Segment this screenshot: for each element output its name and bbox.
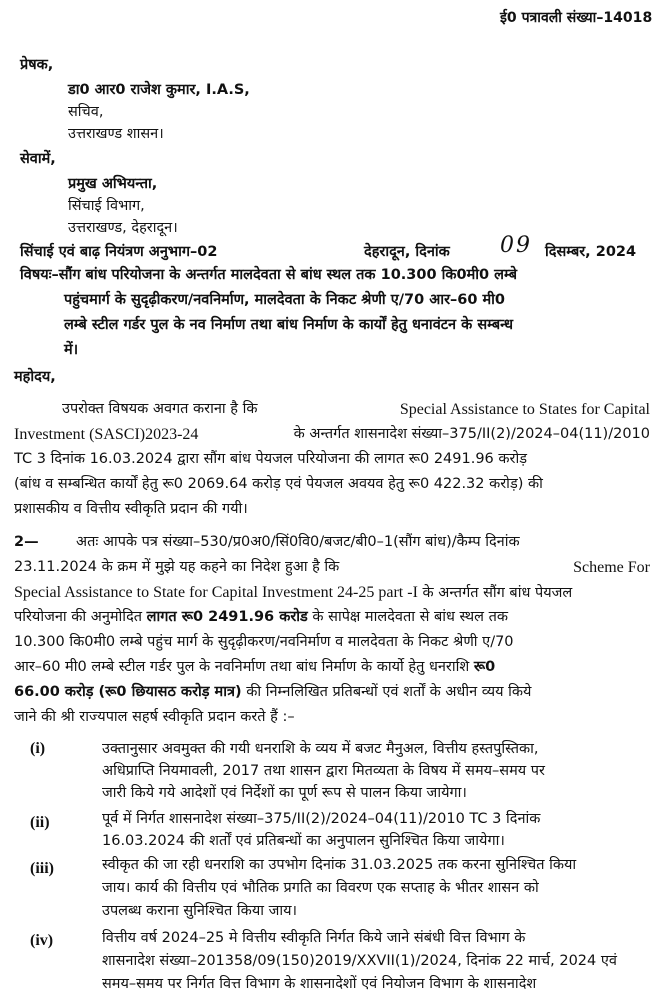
date-day-handwritten: 09 — [500, 233, 532, 258]
subject-line-4: में। — [64, 342, 79, 358]
condition-iv-line-2: शासनादेश संख्या–201358/09(150)2019/XXVII(1)/2024, दिनांक 22 मार्च, 2024 एवं — [102, 953, 617, 969]
recipient-label: सेवामें, — [20, 151, 56, 167]
para1-text-1a: उपरोक्त विषयक अवगत कराना है कि — [62, 401, 258, 417]
para2-line-3 — [14, 583, 572, 603]
para1-text-1b: Special Assistance to States for Capital — [399, 401, 650, 418]
para2-line-1: अतः आपके पत्र संख्या–530/प्र0अ0/सिं0वि0/बजट/बी0–1(सौंग बांध)/कैम्प दिनांक — [76, 534, 520, 550]
sender-office: उत्तराखण्ड शासन। — [68, 126, 164, 142]
para2-text-6b: रू0 — [473, 659, 496, 675]
condition-i-line-2: अधिप्राप्ति नियमावली, 2017 तथा शासन द्वारा मितव्यता के विषय में समय–समय पर — [102, 763, 545, 779]
para2-amount-bold: 66.00 करोड़ (रू0 छियासठ करोड़ मात्र) — [14, 684, 242, 700]
condition-label-i: (i) — [30, 740, 46, 757]
para1-line-5: प्रशासकीय व वित्तीय स्वीकृति प्रदान की गयी। — [14, 501, 248, 517]
para2-text-3b: के अन्तर्गत सौंग बांध पेयजल — [422, 585, 573, 601]
para2-text-4a: परियोजना की अनुमोदित — [14, 609, 143, 625]
condition-i-line-3: जारी किये गये आदेशों एवं निर्देशों का पूर्ण रूप से पालन किया जायेगा। — [102, 785, 467, 801]
date-month-year: दिसम्बर, 2024 — [545, 244, 637, 260]
date-prefix: देहरादून, दिनांक — [364, 244, 450, 260]
recipient-place: उत्तराखण्ड, देहरादून। — [68, 220, 178, 236]
condition-label-iii: (iii) — [30, 860, 54, 877]
subject-line-2: पहुंचमार्ग के सुदृढ़ीकरण/नवनिर्माण, मालदेवता के निकट श्रेणी ए/70 आर–60 मी0 — [64, 292, 506, 308]
condition-i-line-1: उक्तानुसार अवमुक्त की गयी धनराशि के व्यय में बजट मैनुअल, वित्तीय हस्तपुस्तिका, — [102, 741, 539, 757]
para2-text-3a: Special Assistance to State for Capital Investment 24-25 part -I — [14, 584, 418, 601]
para2-text-2b: Scheme For — [573, 559, 650, 576]
para2-line-6 — [14, 658, 495, 677]
para1-text-2a: Investment (SASCI)2023-24 — [14, 426, 199, 443]
para2-line-8: जाने की श्री राज्यपाल सहर्ष स्वीकृति प्रदान करते हैं :– — [14, 709, 295, 725]
sender-label: प्रेषक, — [20, 57, 54, 73]
sender-name: डा0 आर0 राजेश कुमार, I.A.S, — [68, 82, 250, 98]
para2-line-5: 10.300 कि0मी0 लम्बे पहुंच मार्ग के सुदृढ़ीकरण/नवनिर्माण व मालदेवता के निकट श्रेणी ए/70 — [14, 634, 514, 650]
condition-iii-line-2: जाय। कार्य की वित्तीय एवं भौतिक प्रगति का विवरण एक सप्ताह के भीतर शासन को — [102, 880, 539, 896]
para2-number: 2— — [14, 534, 39, 550]
sender-designation: सचिव, — [68, 104, 104, 120]
section-name: सिंचाई एवं बाढ़ नियंत्रण अनुभाग–02 — [20, 244, 218, 260]
para2-line-7 — [14, 683, 531, 702]
condition-label-ii: (ii) — [30, 814, 50, 831]
condition-iii-line-1: स्वीकृत की जा रही धनराशि का उपभोग दिनांक 31.03.2025 तक करना सुनिश्चित किया — [102, 857, 577, 873]
para1-line-1 — [62, 400, 650, 419]
para2-line-2 — [14, 558, 650, 577]
recipient-name: प्रमुख अभियन्ता, — [68, 176, 158, 192]
condition-ii-line-1: पूर्व में निर्गत शासनादेश संख्या–375/II(2)/2024–04(11)/2010 TC 3 दिनांक — [102, 811, 541, 827]
subject-line-3: लम्बे स्टील गर्डर पुल के नव निर्माण तथा बांध निर्माण के कार्यों हेतु धनावंटन के सम्बन्ध — [64, 317, 514, 333]
para1-text-2b: के अन्तर्गत शासनादेश संख्या–375/II(2)/2024–04(11)/2010 — [293, 426, 650, 442]
recipient-dept: सिंचाई विभाग, — [68, 198, 145, 214]
subject-text-1: विषयः–सौंग बांध परियोजना के अन्तर्गत मालदेवता से बांध स्थल तक 10.300 कि0मी0 लम्बे — [20, 267, 517, 283]
para1-line-4: (बांध व सम्बन्धित कार्यों हेतु रू0 2069.64 करोड़ एवं पेयजल अवयव हेतु रू0 422.32 करोड़) की — [14, 476, 543, 492]
para1-line-3: TC 3 दिनांक 16.03.2024 द्वारा सौंग बांध पेयजल परियोजना की लागत रू0 2491.96 करोड़ — [14, 451, 527, 467]
subject-line-1 — [20, 266, 650, 285]
condition-iv-line-3: समय–समय पर निर्गत वित्त विभाग के शासनादेशों एवं नियोजन विभाग के शासनादेश — [102, 976, 537, 992]
para2-cost-bold: लागत रू0 2491.96 करोड — [146, 609, 308, 625]
condition-ii-line-2: 16.03.2024 की शर्तों एवं प्रतिबन्धों का अनुपालन सुनिश्चित किया जायेगा। — [102, 833, 505, 849]
para2-text-6a: आर–60 मी0 लम्बे स्टील गर्डर पुल के नवनिर्माण तथा बांध निर्माण के कार्यो हेतु धनराशि — [14, 659, 470, 675]
condition-iv-line-1: वित्तीय वर्ष 2024–25 मे वित्तीय स्वीकृति निर्गत किये जाने संबंधी वित्त विभाग के — [102, 930, 526, 946]
condition-label-iv: (iv) — [30, 932, 54, 949]
para2-line-4 — [14, 608, 508, 627]
file-number: ई0 पत्रावली संख्या–14018 — [499, 10, 653, 26]
condition-iii-line-3: उपलब्ध कराना सुनिश्चित किया जाय। — [102, 903, 298, 919]
para2-text-4c: के सापेक्ष मालदेवता से बांध स्थल तक — [312, 609, 509, 625]
salutation: महोदय, — [14, 369, 56, 385]
para2-text-7b: की निम्नलिखित प्रतिबन्धों एवं शर्तों के अधीन व्यय किये — [246, 684, 532, 700]
para1-line-2 — [14, 425, 650, 444]
para2-text-2a: 23.11.2024 के क्रम में मुझे यह कहने का निदेश हुआ है कि — [14, 559, 340, 575]
